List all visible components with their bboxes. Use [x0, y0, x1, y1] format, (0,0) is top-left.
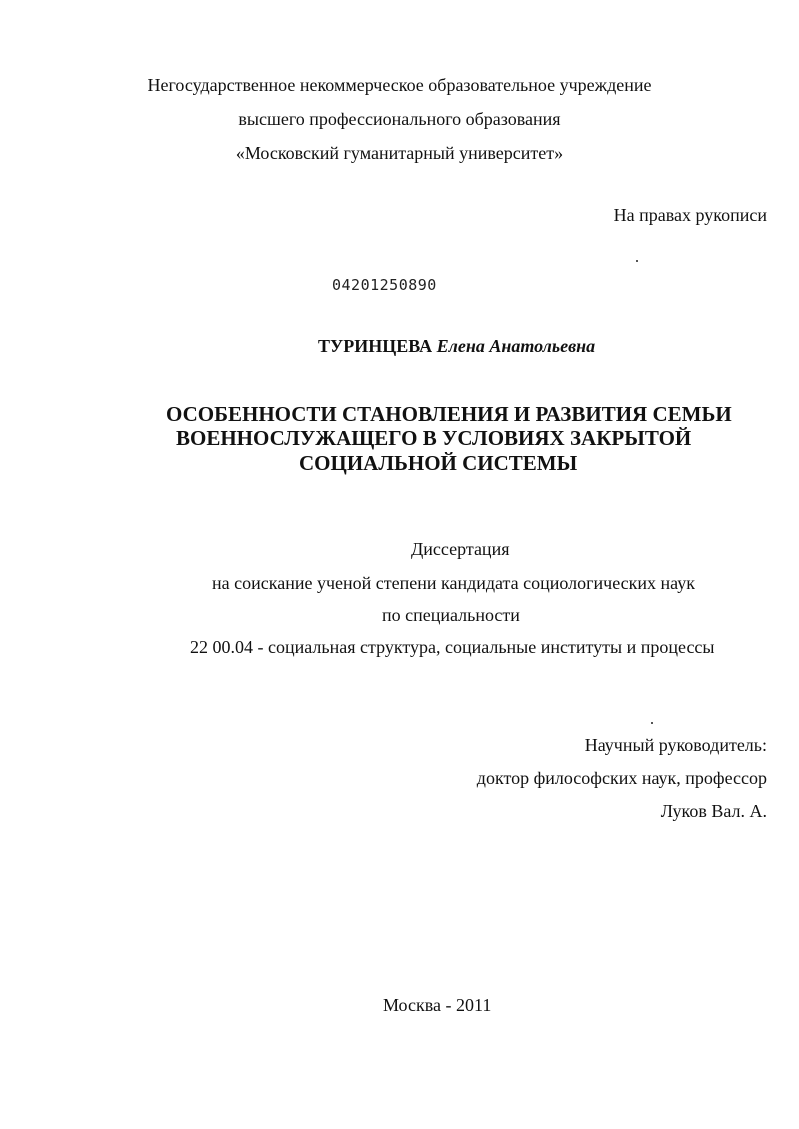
author-name — [318, 336, 595, 357]
supervisor-name: Луков Вал. А. — [660, 801, 767, 821]
rights-notice: На правах рукописи — [613, 205, 767, 225]
thesis-title-line-2: ВОЕННОСЛУЖАЩЕГО В УСЛОВИЯХ ЗАКРЫТОЙ — [176, 426, 692, 450]
author-given-names: Елена Анатольевна — [436, 336, 596, 356]
degree-purpose: на соискание ученой степени кандидата социологических наук — [212, 573, 695, 593]
supervisor-credentials: доктор философских наук, профессор — [476, 768, 767, 788]
catalog-number: 04201250890 — [332, 276, 437, 294]
thesis-title-line-1: ОСОБЕННОСТИ СТАНОВЛЕНИЯ И РАЗВИТИЯ СЕМЬИ — [166, 402, 732, 426]
degree-type: Диссертация — [411, 539, 510, 559]
author-surname: ТУРИНЦЕВА — [318, 336, 433, 356]
scan-speck — [651, 722, 653, 724]
supervisor-label: Научный руководитель: — [584, 735, 767, 755]
city-year: Москва - 2011 — [383, 995, 492, 1015]
institution-line-3: «Московский гуманитарный университет» — [235, 143, 564, 163]
specialty: 22 00.04 - социальная структура, социальные институты и процессы — [190, 637, 715, 657]
institution-line-2: высшего профессионального образования — [238, 109, 561, 129]
scan-speck — [636, 260, 638, 262]
specialty-label: по специальности — [382, 605, 520, 625]
institution-line-1: Негосударственное некоммерческое образовательное учреждение — [147, 75, 652, 95]
thesis-title-line-3: СОЦИАЛЬНОЙ СИСТЕМЫ — [299, 451, 578, 475]
